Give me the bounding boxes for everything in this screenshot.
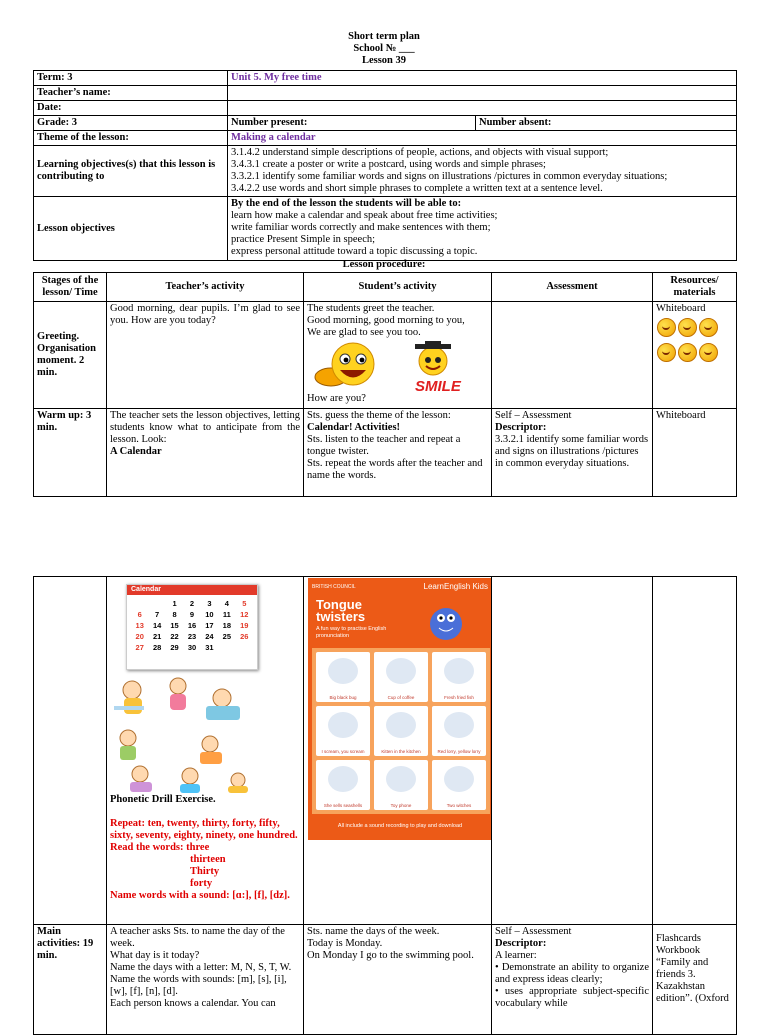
unit-title: Unit 5. My free time [228,71,737,86]
cont-assessment [492,577,653,925]
tongue-twister-label: Kitten in the kitchen [381,749,421,754]
plan-title: Short term plan [348,31,420,42]
tongue-twister-card [374,760,428,810]
greeting-student-line: We are glad to see you too. [307,327,421,338]
main-resources [653,925,737,1035]
main-bullet: • uses appropriate subject-specific vocabulary while [495,986,649,1009]
angry-face-icon [678,343,697,362]
calendar-week-row [131,642,253,653]
main-bullet-text: uses appropriate subject-specific vocabulary while [495,986,649,1009]
calendar-day: 2 [189,599,195,608]
greeting-stage: Greeting. Organisation moment. 2 min. [34,302,107,409]
tongue-twister-picture-icon [444,712,474,738]
main-stage: Main activities: 19 min. [34,925,107,1035]
smile-text: SMILE [415,378,461,393]
warmup-student-line: Sts. guess the theme of the lesson: [307,410,451,421]
calendar-day: 21 [152,632,162,641]
tongue-twister-picture-icon [386,712,416,738]
tongue-twister-label: Toy phone [390,803,412,808]
tongue-twister-label: Fresh fried fish [444,695,474,700]
warmup-teacher-calendar: A Calendar [110,446,162,457]
calendar-day [218,642,235,653]
monster-character-icon [426,598,466,642]
learnenglish-kids-logo: LearnEnglish Kids [423,582,488,591]
smile-illustration [307,339,467,393]
calendar-day: 1 [172,599,177,608]
warmup-assessment [492,409,653,497]
col-teacher: Teacher’s activity [107,273,304,302]
calendar-day [236,642,253,653]
read-word: forty [190,878,213,889]
theme-label: Theme of the lesson: [34,131,228,146]
calendar-day: 31 [205,643,214,652]
lesson-objective: write familiar words correctly and make sentences with them; [231,222,491,233]
main-teacher [107,925,304,1035]
warmup-student-bold: Calendar! Activities! [307,422,401,433]
poster-footer: All include a sound recording to play and download [337,823,463,829]
calendar-day: 4 [224,599,229,608]
greeting-teacher: Good morning, dear pupils. I’m glad to see you. How are you today? [107,302,304,409]
cont-stage [34,577,107,925]
greeting-student-line: Good morning, good morning to you, [307,315,465,326]
learning-objectives-list [228,146,737,197]
calendar-day: 8 [172,610,177,619]
calendar-week-row [131,609,253,620]
tongue-twister-picture-icon [328,766,358,792]
calendar-day: 14 [152,621,162,630]
poster-title-line: Tongue [316,597,362,612]
smile-face-icon [699,318,718,337]
learning-objective: 3.3.2.1 identify some familiar words and signs on illustrations /pictures in common everyday situations; [231,171,668,182]
tongue-twister-card [374,706,428,756]
term-label: Term: 3 [34,71,228,86]
tongue-twister-picture-icon [328,658,358,684]
read-words-label: Read the words: three [110,842,210,853]
main-student [304,925,492,1035]
warmup-student-line: Sts. listen to the teacher and repeat a tongue twister. [307,434,461,457]
lesson-objectives-list [228,197,737,261]
calendar-week-row [131,598,253,609]
warmup-assessment-title: Self – Assessment [495,410,572,421]
calendar-image [126,584,258,670]
calendar-day [148,598,165,609]
greeting-assessment [492,302,653,409]
main-resources-text: Flashcards Workbook “Family and friends 3. Kazakhstan edition”. (Oxford [656,933,729,1004]
warmup-student [304,409,492,497]
col-student: Student’s activity [304,273,492,302]
col-stages: Stages of the lesson/ Time [34,273,107,302]
warmup-teacher [107,409,304,497]
learning-objective: 3.4.2.2 use words and short simple phrases to complete a written text at a sentence level. [231,183,603,194]
tongue-twister-label: Red lorry, yellow lorry [437,749,481,754]
col-assessment: Assessment [492,273,653,302]
calendar-title: Calendar [127,585,257,595]
learning-objective: 3.4.3.1 create a poster or write a postcard, using words and simple phrases; [231,159,546,170]
cont-teacher [107,577,304,925]
name-sound-words: Name words with a sound: [ɑ:], [f], [dz]. [110,890,290,901]
school-number: School № ___ [353,43,415,54]
cont-resources [653,577,737,925]
main-teacher-line: A teacher asks Sts. to name the day of the week. [110,926,285,949]
read-word: thirteen [190,854,226,865]
repeat-numbers: Repeat: ten, twenty, thirty, forty, fifty, sixty, seventy, eighty, ninety, one hundred. [110,818,298,841]
tongue-twister-card [316,706,370,756]
calendar-grid [127,595,257,656]
main-teacher-line: Name the days with a letter: M, N, S, T, W. [110,962,292,973]
calendar-day: 15 [170,621,179,630]
warmup-descriptor-label: Descriptor: [495,422,547,433]
main-teacher-line: Each person knows a calendar. You can [110,998,276,1009]
number-present: Number present: [228,116,476,131]
read-word: Thirty [190,866,220,877]
greeting-student [304,302,492,409]
learning-objective: 3.1.4.2 understand simple descriptions of people, actions, and objects with visual support; [231,147,609,158]
tongue-twister-picture-icon [328,712,358,738]
tongue-twister-card [432,652,486,702]
calendar-day: 19 [240,621,249,630]
warmup-teacher-text: The teacher sets the lesson objectives, letting students know what to anticipate from the lesson. Look: [110,410,300,445]
main-student-line: On Monday I go to the swimming pool. [307,950,474,961]
smile-face-icon [657,318,676,337]
learning-objectives-label: Learning objectives(s) that this lesson is contributing to [34,146,228,197]
calendar-week-row [131,620,253,631]
calendar-day: 11 [222,610,231,619]
procedure-table [33,272,737,497]
surprised-face-icon [699,343,718,362]
tongue-twister-label: She sells seashells [323,803,363,808]
tongue-twister-picture-icon [444,658,474,684]
main-learner-label: A learner: [495,950,537,961]
calendar-day: 12 [240,610,249,619]
lesson-objectives-label: Lesson objectives [34,197,228,261]
tongue-twister-label: Two witches [446,803,472,808]
lesson-procedure-title: Lesson procedure: [342,259,426,270]
smile-face-icon [657,343,676,362]
main-student-line: Today is Monday. [307,938,383,949]
plan-header [0,31,768,67]
lesson-objective: practice Present Simple in speech; [231,234,376,245]
tongue-twister-label: Cup of coffee [387,695,415,700]
kids-playing-illustration [110,676,260,794]
calendar-day: 29 [170,643,179,652]
calendar-day: 22 [170,632,179,641]
calendar-day: 23 [187,632,197,641]
calendar-day: 3 [207,599,212,608]
tongue-twister-card [432,760,486,810]
lesson-objective: express personal attitude toward a topic discussing a topic. [231,246,478,257]
warmup-descriptor-text: 3.3.2.1 identify some familiar words and signs on illustrations /pictures in common everyday situations. [495,434,649,469]
main-student-line: Sts. name the days of the week. [307,926,440,937]
emoji-faces [656,317,733,367]
calendar-day: 25 [222,632,232,641]
main-bullet: • Demonstrate an ability to organize and express ideas clearly; [495,962,649,985]
greeting-student-question: How are you? [307,393,366,404]
poster-cards-grid [312,648,490,814]
tongue-twister-picture-icon [444,766,474,792]
theme-value: Making a calendar [228,131,737,146]
greeting-resources [653,302,737,409]
calendar-day: 24 [205,632,214,641]
calendar-week-row [131,631,253,642]
calendar-day: 26 [240,632,249,641]
lesson-objectives-heading: By the end of the lesson the students will be able to: [231,198,462,209]
tongue-twister-card [316,652,370,702]
info-table [33,70,737,261]
calendar-day [131,598,148,609]
main-assessment-title: Self – Assessment [495,926,572,937]
calendar-day: 27 [135,643,144,652]
tongue-twister-picture-icon [386,766,416,792]
main-assessment [492,925,653,1035]
cont-student [304,577,492,925]
calendar-day: 18 [222,621,232,630]
tongue-twister-picture-icon [386,658,416,684]
warmup-student-line: Sts. repeat the words after the teacher and name the words. [307,458,483,481]
date-value [228,101,737,116]
tongue-twister-label: I scream, you scream [321,749,365,754]
lesson-objective: learn how make a calendar and speak about free time activities; [231,210,498,221]
calendar-day: 13 [135,621,144,630]
calendar-day: 9 [189,610,195,619]
teacher-name-label: Teacher’s name: [34,86,228,101]
col-resources: Resources/ materials [653,273,737,302]
tongue-twister-card [432,706,486,756]
date-label: Date: [34,101,228,116]
tongue-twister-card [316,760,370,810]
teacher-name-value [228,86,737,101]
main-descriptor-label: Descriptor: [495,938,547,949]
calendar-day: 10 [205,610,214,619]
greeting-student-line: The students greet the teacher. [307,303,435,314]
main-bullet-text: Demonstrate an ability to organize and express ideas clearly; [495,962,649,985]
warmup-resources: Whiteboard [653,409,737,497]
tongue-twister-card [374,652,428,702]
phonetic-drill-title: Phonetic Drill Exercise. [110,794,216,805]
number-absent: Number absent: [476,116,737,131]
greeting-resource: Whiteboard [656,303,706,314]
calendar-day: 5 [242,599,247,608]
grade-label: Grade: 3 [34,116,228,131]
poster-subtitle: A fun way to practise English pronunciation [316,626,387,639]
calendar-day: 28 [152,643,162,652]
calendar-day: 7 [155,610,160,619]
procedure-table-continued [33,576,737,1035]
tongue-twisters-poster [308,578,492,840]
sad-face-icon [678,318,697,337]
lesson-number: Lesson 39 [361,55,407,66]
calendar-day: 16 [187,621,197,630]
poster-title-line: twisters [316,609,366,624]
british-council-logo: BRITISH COUNCIL [312,584,356,590]
calendar-day: 20 [135,632,144,641]
calendar-day: 17 [205,621,214,630]
calendar-day: 30 [187,643,197,652]
tongue-twister-label: Big black bug [329,695,357,700]
main-teacher-line: Name the words with sounds: [m], [s], [i], [w], [f], [n], [d]. [110,974,287,997]
main-teacher-line: What day is it today? [110,950,200,961]
warmup-stage: Warm up: 3 min. [34,409,107,497]
calendar-day: 6 [137,610,142,619]
